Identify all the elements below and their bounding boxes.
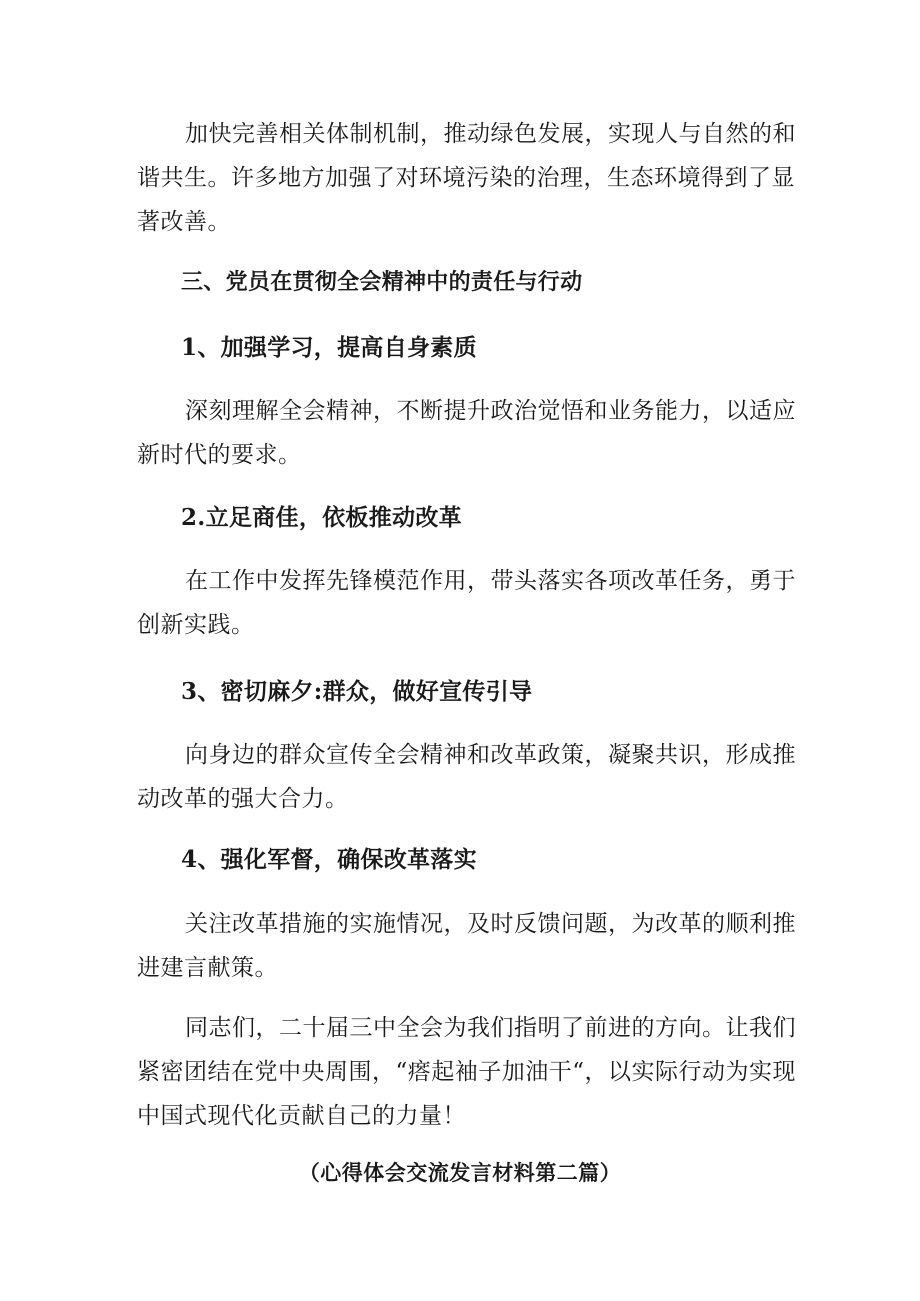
item-body-3: 向身边的群众宣传全会精神和改革政策，凝聚共识，形成推动改革的强大合力。 (137, 742, 796, 812)
next-part-title: （心得体会交流发言材料第二篇） (298, 1161, 622, 1185)
item-number: 2. (181, 504, 206, 531)
item-number: 3 (181, 678, 198, 705)
closing-paragraph: 同志们，二十届三中全会为我们指明了前进的方向。让我们紧密团结在党中央周围，“瘩起袖子加油干“，以实际行动为实现中国式现代化贡献自己的力量！ (137, 1015, 797, 1129)
paragraph-green-development: 加快完善相关体制机制，推动绿色发展，实现人与自然的和谐共生。许多地方加强了对环境污染的治理，生态环境得到了显著改善。 (137, 121, 796, 235)
item-number: 4 (181, 846, 198, 873)
item-body-4: 关注改革措施的实施情况，及时反馈问题，为改革的顺利推进建言献策。 (137, 911, 796, 981)
item-heading-3 (181, 677, 532, 707)
item-heading-4 (181, 845, 477, 875)
item-body-1: 深刻理解全会精神，不断提升政治觉悟和业务能力，以适应新时代的要求。 (137, 398, 796, 468)
item-heading-2 (181, 503, 462, 533)
item-number: 1 (181, 334, 198, 361)
section-heading-party-member-responsibilities: 三、党员在贯彻全会精神中的责任与行动 (181, 270, 583, 295)
item-heading-1 (181, 333, 477, 363)
item-body-2: 在工作中发挥先锋模范作用，带头落实各项改革任务，勇于创新实践。 (137, 568, 796, 638)
item-heading-text: 立足商佳，依板推动改革 (205, 504, 462, 531)
item-heading-text: 、加强学习，提高自身素质 (197, 334, 477, 361)
item-heading-text: 、密切麻夕:群众，做好宣传引导 (197, 678, 533, 705)
item-heading-text: 、强化军督，确保改革落实 (197, 846, 477, 873)
